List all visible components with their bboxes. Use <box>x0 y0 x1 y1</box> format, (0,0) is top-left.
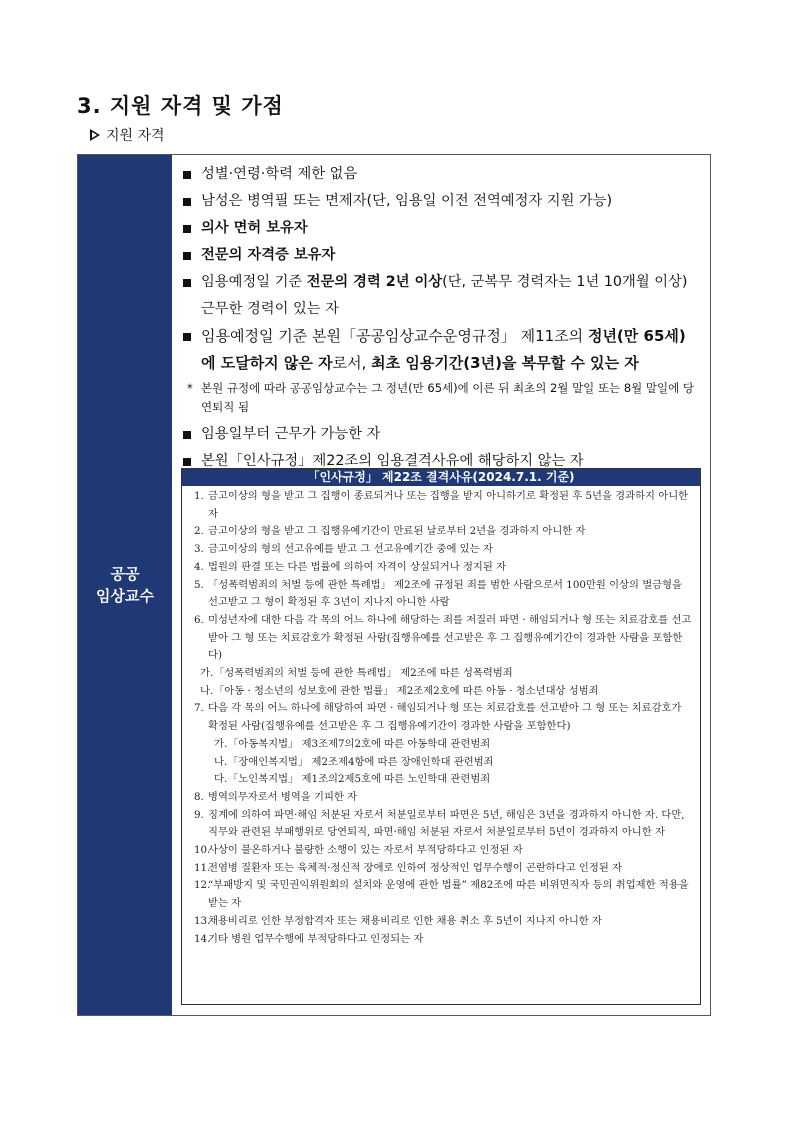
triangle-bullet-icon <box>90 129 100 141</box>
disqualification-list <box>182 486 700 948</box>
square-bullet-icon <box>183 171 191 179</box>
requirement-item: 본원「인사규정」제22조의 임용결격사유에 해당하지 않는 자 <box>181 448 704 475</box>
disqualification-item: 8. 병역의무자로서 병역을 기피한 자 <box>194 790 358 803</box>
disqualification-box-title: 「인사규정」 제22조 결격사유(2024.7.1. 기준) <box>182 469 700 486</box>
disqualification-item: 11. 전염병 질환자 또는 육체적·정신적 장애로 인하여 정상적인 업무수행이 곤란하다고 인정된 자 <box>194 861 622 874</box>
requirement-item: 남성은 병역필 또는 면제자(단, 임용일 이전 전역예정자 지원 가능) <box>181 188 704 215</box>
note-asterisk: * <box>187 381 193 395</box>
square-bullet-icon <box>183 279 191 287</box>
disqualification-item: 10. 사상이 불온하거나 불량한 소행이 있는 자로서 부적당하다고 인정된 자 <box>194 844 523 857</box>
disqualification-item: 7. 다음 각 목의 어느 하나에 해당하여 파면 · 해임되거나 형 또는 치료감호를 선고받아 그 형 또는 치료감호가 확정된 사람(집행유예를 선고받은 후 그 집행유예기간이 경과한 사람을 포함한다) <box>194 702 682 733</box>
section-title: 3. 지원 자격 및 가점 <box>77 94 284 118</box>
subsection-title: 지원 자격 <box>106 128 165 144</box>
square-bullet-icon <box>183 225 191 233</box>
square-bullet-icon <box>183 431 191 439</box>
disqualification-subitem: 가. 「아동복지법」 제3조제7의2호에 따른 아동학대 관련범죄 <box>214 737 491 750</box>
disqualification-subitem: 다. 「노인복지법」 제1조의2제5호에 따른 노인학대 관련범죄 <box>214 773 491 786</box>
disqualification-subitem: 가. 「성폭력범죄의 처벌 등에 관한 특례법」 제2조에 따른 성폭력범죄 <box>200 667 513 680</box>
requirements-list <box>181 161 704 475</box>
disqualification-box <box>181 468 701 1005</box>
requirement-item: 성별·연령·학력 제한 없음 <box>181 161 704 188</box>
square-bullet-icon <box>183 458 191 466</box>
disqualification-item: 14. 기타 병원 업무수행에 부적당하다고 인정되는 자 <box>194 932 424 945</box>
subsection-heading <box>90 125 165 145</box>
disqualification-item: 9. 징계에 의하여 파면·해임 처분된 자로서 처분일로부터 파면은 5년, 해임은 3년을 경과하지 아니한 자. 다만, 직무와 관련된 부패행위로 당연퇴직, 파면·해임 처분된 자로서 처분일로부터 5년이 경과하지 아니한 자 <box>194 808 685 839</box>
disqualification-subitem: 나. 「아동 · 청소년의 성보호에 관한 법률」 제2조제2호에 따른 아동 · 청소년대상 성범죄 <box>200 684 599 697</box>
disqualification-item: 2. 금고이상의 형을 받고 그 집행유예기간이 만료된 날로부터 2년을 경과하지 아니한 자 <box>194 525 586 538</box>
disqualification-item: 12. “부패방지 및 국민권익위원회의 설치와 운영에 관한 법률” 제82조에 따른 비위면직자 등의 취업제한 적용을 받는 자 <box>194 879 689 910</box>
square-bullet-icon <box>183 252 191 260</box>
square-bullet-icon <box>183 198 191 206</box>
requirement-item: 임용일부터 근무가 가능한 자 <box>181 421 704 448</box>
retirement-note: * 본원 규정에 따라 공공임상교수는 그 정년(만 65세)에 이른 뒤 최초의 2월 말일 또는 8월 말일에 당연퇴직 됨 <box>187 381 694 414</box>
category-cell <box>78 155 172 1015</box>
category-label-line1: 공공 <box>110 565 140 583</box>
requirements-cell <box>173 155 710 1015</box>
disqualification-item: 13. 채용비리로 인한 부정합격자 또는 채용비리로 인한 채용 취소 후 5년이 지나지 아니한 자 <box>194 914 602 927</box>
disqualification-item: 5. 「성폭력범죄의 처벌 등에 관한 특례법」 제2조에 규정된 죄를 범한 사람으로서 100만원 이상의 벌금형을 선고받고 그 형이 확정된 후 3년이 지나지 아니한 사람 <box>194 578 682 609</box>
requirement-item: 전문의 자격증 보유자 <box>181 242 704 269</box>
disqualification-subitem: 나. 「장애인복지법」 제2조제4항에 따른 장애인학대 관련범죄 <box>214 755 494 768</box>
disqualification-item: 1. 금고이상의 형을 받고 그 집행이 종료되거나 또는 집행을 받지 아니하기로 확정된 후 5년을 경과하지 아니한 자 <box>194 490 689 520</box>
disqualification-item: 6. 미성년자에 대한 다음 각 목의 어느 하나에 해당하는 죄를 저질러 파면 · 해임되거나 형 또는 치료감호를 선고받아 그 형 또는 치료감호가 확정된 사람(집행유예를 선고받은 후 그 집행유예기간이 경과한 사람을 포함한다) <box>194 613 692 662</box>
disqualification-item: 3. 금고이상의 형의 선고유예를 받고 그 선고유예기간 중에 있는 자 <box>194 543 493 556</box>
requirement-item: 임용예정일 기준 전문의 경력 2년 이상(단, 군복무 경력자는 1년 10개월 이상) 근무한 경력이 있는 자 <box>181 269 704 323</box>
requirement-item: 임용예정일 기준 본원「공공임상교수운영규정」 제11조의 정년(만 65세) 에 도달하지 않은 자로서, 최초 임용기간(3년)을 복무할 수 있는 자 <box>181 323 704 377</box>
category-label-line2: 임상교수 <box>96 587 154 605</box>
requirement-item: 의사 면허 보유자 <box>181 215 704 242</box>
qualification-table <box>77 154 711 1016</box>
disqualification-item: 4. 법원의 판결 또는 다른 법률에 의하여 자격이 상실되거나 정지된 자 <box>194 560 507 573</box>
square-bullet-icon <box>183 333 191 341</box>
